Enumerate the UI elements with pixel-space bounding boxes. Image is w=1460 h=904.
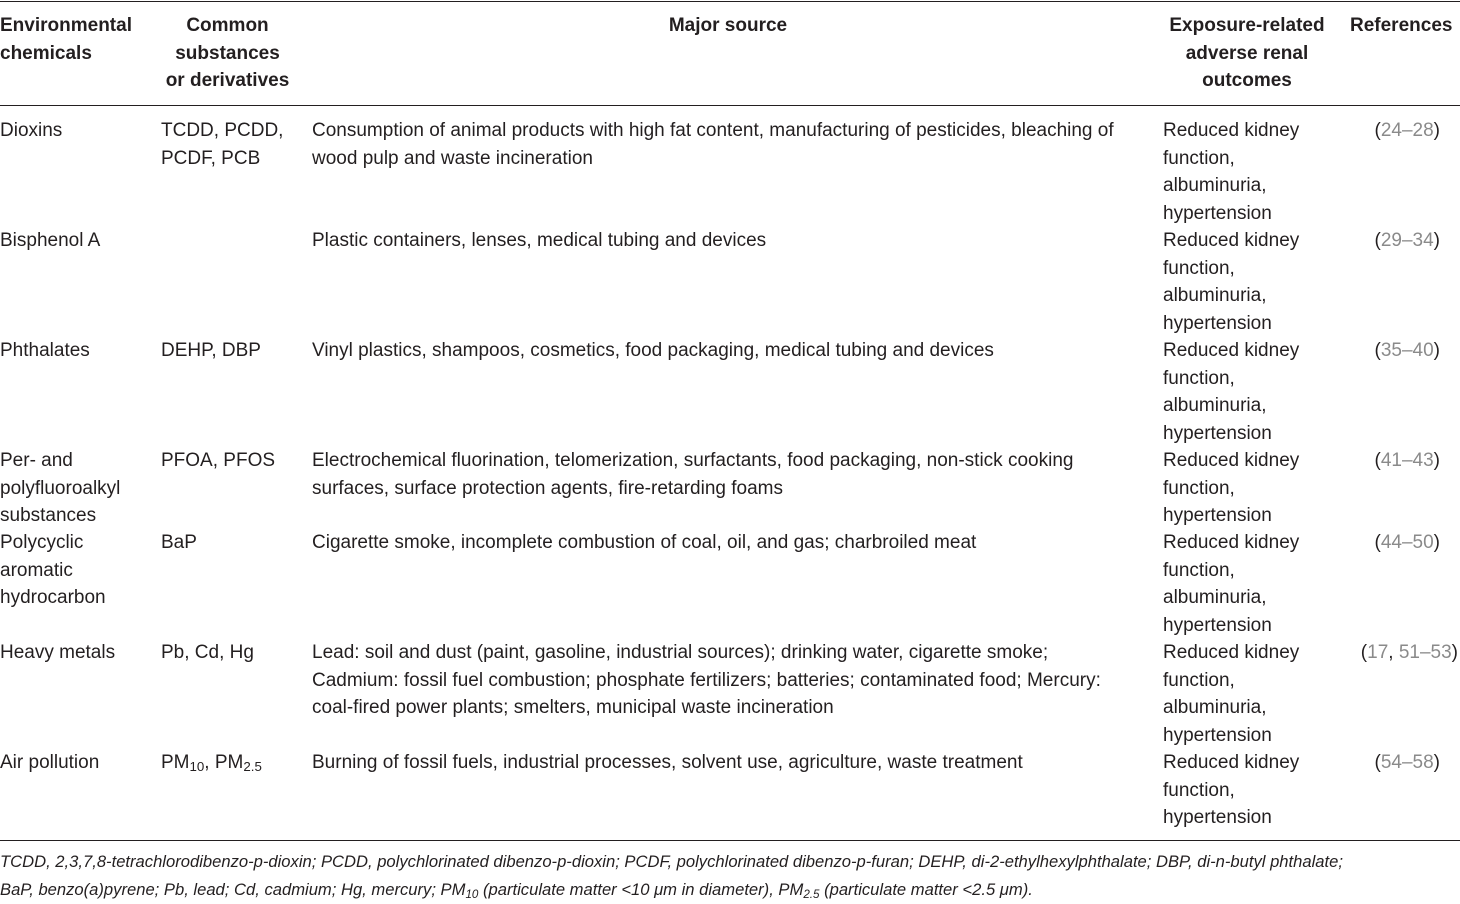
cell-line: Dioxins	[0, 120, 63, 141]
cell-line: function,	[1163, 477, 1235, 499]
subscript: 2.5	[803, 888, 820, 901]
cell-source	[312, 227, 766, 255]
cell-line: albuminuria,	[1163, 285, 1267, 306]
cell-line: Pb, Cd, Hg	[161, 642, 254, 663]
cell-line: BaP	[161, 532, 197, 553]
header-text: References	[1350, 15, 1453, 36]
cell-substances	[161, 337, 261, 365]
cell-chemical	[0, 337, 90, 365]
cell-line: Cadmium: fossil fuel combustion; phosphate fertilizers; batteries; contaminated food; Mercury:	[312, 669, 1101, 691]
cell-source	[312, 529, 976, 557]
header-text: Common	[186, 15, 269, 36]
header-outcomes	[1156, 12, 1338, 95]
cell-substances	[161, 529, 197, 557]
cell-source	[312, 337, 994, 365]
cell-line: Reduced kidney	[1163, 120, 1300, 141]
cell-line: hydrocarbon	[0, 587, 106, 608]
header-references	[1350, 12, 1452, 40]
header-substances	[150, 12, 305, 95]
cell-references: (29–34)	[1374, 230, 1440, 251]
cell-references: (17, 51–53)	[1360, 642, 1458, 663]
cell-outcomes	[1163, 337, 1299, 447]
cell-references: (54–58)	[1374, 752, 1440, 773]
cell-line: function,	[1163, 779, 1235, 801]
header-text: Exposure-related	[1169, 15, 1325, 36]
cell-line: Reduced kidney	[1163, 532, 1300, 553]
cell-line: surfaces, surface protection agents, fire-retarding foams	[312, 477, 784, 499]
header-text: chemicals	[0, 42, 92, 64]
reference-link[interactable]: 54–58	[1380, 752, 1434, 773]
cell-line: polyfluoroalkyl	[0, 477, 121, 499]
cell-line: Lead: soil and dust (paint, gasoline, industrial sources); drinking water, cigarette smoke;	[312, 642, 1049, 663]
cell-line: Burning of fossil fuels, industrial processes, solvent use, agriculture, waste treatment	[312, 752, 1023, 773]
reference-link[interactable]: 17	[1367, 642, 1389, 663]
cell-line: PCDF, PCB	[161, 147, 261, 169]
cell-chemical	[0, 529, 106, 612]
reference-link[interactable]: 29–34	[1380, 230, 1434, 251]
cell-chemical	[0, 227, 100, 255]
reference-link[interactable]: 44–50	[1380, 532, 1434, 553]
cell-line: albuminuria,	[1163, 395, 1267, 416]
cell-chemical	[0, 749, 99, 777]
cell-outcomes	[1163, 227, 1299, 337]
cell-line: function,	[1163, 147, 1235, 169]
cell-references: (44–50)	[1374, 532, 1440, 553]
subscript: 10	[189, 759, 205, 774]
table-footnote	[0, 848, 1460, 904]
cell-source	[312, 749, 1023, 777]
cell-line: Phthalates	[0, 340, 90, 361]
subscript: 2.5	[243, 759, 262, 774]
cell-line: TCDD, PCDD,	[161, 120, 284, 141]
cell-outcomes	[1163, 639, 1299, 749]
cell-line: Air pollution	[0, 752, 100, 773]
cell-line: aromatic	[0, 559, 73, 581]
cell-outcomes	[1163, 117, 1299, 227]
table-bottom-rule	[0, 840, 1460, 841]
cell-source	[312, 639, 1101, 722]
cell-line: hypertension	[1163, 202, 1272, 224]
cell-substances	[161, 749, 262, 777]
cell-line: Heavy metals	[0, 642, 116, 663]
cell-references: (35–40)	[1374, 340, 1440, 361]
subscript: 10	[465, 888, 479, 901]
header-text: or derivatives	[165, 70, 290, 91]
cell-line: Reduced kidney	[1163, 450, 1300, 471]
header-text: adverse renal	[1185, 42, 1309, 64]
header-bottom-rule	[0, 105, 1460, 106]
footnote-text: (particulate matter <2.5 μm).	[819, 880, 1033, 899]
reference-link[interactable]: 51–53	[1398, 642, 1452, 663]
cell-outcomes	[1163, 749, 1299, 832]
header-text: Major source	[668, 15, 788, 36]
footnote-text: BaP, benzo(a)pyrene; Pb, lead; Cd, cadmium; Hg, mercury; PM	[0, 880, 466, 899]
cell-line: Vinyl plastics, shampoos, cosmetics, food packaging, medical tubing and devices	[312, 340, 994, 361]
cell-references: (41–43)	[1374, 450, 1440, 471]
cell-text: PM	[161, 752, 190, 773]
table-top-rule	[0, 1, 1460, 2]
cell-line: wood pulp and waste incineration	[312, 147, 593, 169]
cell-line: DEHP, DBP	[161, 340, 261, 361]
cell-references: (24–28)	[1374, 120, 1440, 141]
cell-line: Plastic containers, lenses, medical tubing and devices	[312, 230, 767, 251]
cell-line: hypertension	[1163, 422, 1272, 444]
cell-line: hypertension	[1163, 505, 1272, 526]
footnote-text: (particulate matter <10 μm in diameter), PM	[478, 880, 804, 899]
cell-line: function,	[1163, 669, 1235, 691]
cell-substances	[161, 447, 275, 475]
cell-line: substances	[0, 505, 97, 526]
cell-line: PFOA, PFOS	[161, 450, 276, 471]
cell-outcomes	[1163, 447, 1299, 530]
cell-chemical	[0, 117, 62, 145]
cell-line: hypertension	[1163, 807, 1272, 828]
cell-line: albuminuria,	[1163, 697, 1267, 718]
cell-line: hypertension	[1163, 614, 1272, 636]
footnote-line	[0, 876, 1460, 904]
cell-line: Reduced kidney	[1163, 752, 1300, 773]
cell-line: Bisphenol A	[0, 230, 101, 251]
cell-line: albuminuria,	[1163, 587, 1267, 608]
footnote-line: TCDD, 2,3,7,8-tetrachlorodibenzo-p-dioxin; PCDD, polychlorinated dibenzo-p-dioxin; PCDF, polychlorinated dibenzo-p-furan; DEHP, di-2-ethylhexylphthalate; DBP, di-n-butyl phthalate;	[0, 852, 1343, 871]
cell-line: Per- and	[0, 450, 73, 471]
header-text: Environmental	[0, 15, 132, 36]
cell-line: Electrochemical fluorination, telomerization, surfactants, food packaging, non-stick cooking	[312, 450, 1074, 471]
cell-line: function,	[1163, 367, 1235, 389]
cell-line: hypertension	[1163, 724, 1272, 746]
cell-text: , PM	[204, 752, 244, 773]
cell-line: coal-fired power plants; smelters, municipal waste incineration	[312, 697, 834, 718]
cell-substances	[161, 639, 254, 667]
cell-outcomes	[1163, 529, 1299, 639]
cell-line: Polycyclic	[0, 532, 84, 553]
cell-source	[312, 117, 1114, 172]
cell-source	[312, 447, 1073, 502]
cell-chemical	[0, 447, 120, 530]
cell-chemical	[0, 639, 115, 667]
header-text: substances	[175, 42, 280, 64]
cell-line: function,	[1163, 559, 1235, 581]
cell-line: hypertension	[1163, 312, 1272, 334]
header-chemicals	[0, 12, 132, 67]
cell-line: albuminuria,	[1163, 175, 1267, 196]
reference-link[interactable]: 41–43	[1380, 450, 1434, 471]
header-text: outcomes	[1202, 70, 1292, 91]
cell-line: Reduced kidney	[1163, 340, 1300, 361]
header-source	[312, 12, 1144, 40]
cell-line: Reduced kidney	[1163, 230, 1300, 251]
cell-line: Consumption of animal products with high fat content, manufacturing of pesticides, bleaching of	[312, 120, 1114, 141]
cell-line: Cigarette smoke, incomplete combustion of coal, oil, and gas; charbroiled meat	[312, 532, 977, 553]
cell-line: Reduced kidney	[1163, 642, 1300, 663]
reference-link[interactable]: 24–28	[1380, 120, 1434, 141]
cell-line: function,	[1163, 257, 1235, 279]
reference-link[interactable]: 35–40	[1380, 340, 1434, 361]
cell-substances	[161, 117, 283, 172]
